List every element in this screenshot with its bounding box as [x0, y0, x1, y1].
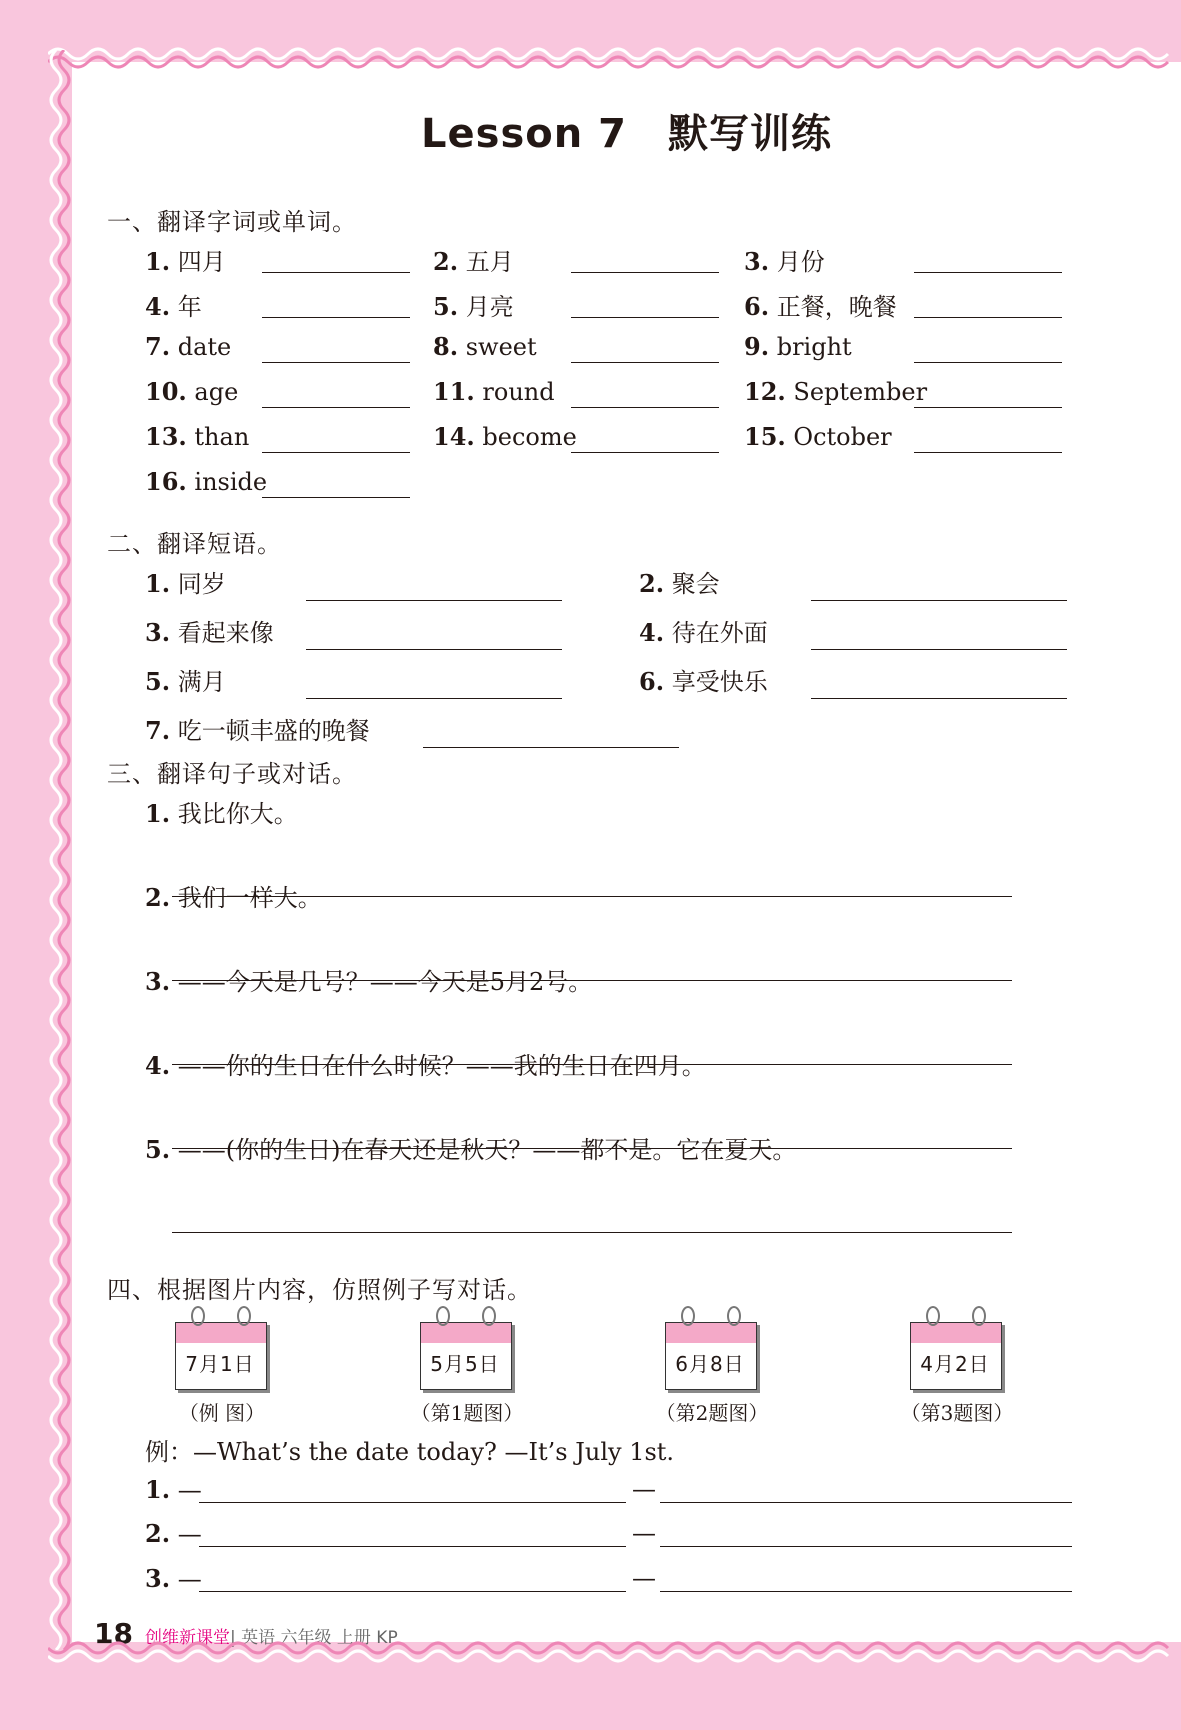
sentence-item: 4. ——你的生日在什么时候？——我的生日在四月。 [145, 1051, 706, 1080]
answer-blank[interactable] [914, 407, 1062, 408]
calendar-caption: （第3题图） [900, 1401, 1014, 1425]
phrase-item: 5. 满月 [145, 667, 226, 696]
calendar-q3 [910, 1312, 1002, 1390]
answer-blank[interactable] [262, 272, 410, 273]
phrase-item: 3. 看起来像 [145, 618, 274, 647]
word-item: 9. bright [744, 332, 852, 361]
brand-name: 创维新课堂 [144, 1628, 230, 1648]
page-number: 18 [94, 1617, 133, 1650]
calendar-ring-icon [482, 1306, 496, 1326]
answer-blank[interactable] [423, 747, 679, 748]
calendar-caption: （第2题图） [655, 1401, 769, 1425]
answer-blank[interactable] [811, 600, 1067, 601]
answer-blank[interactable] [306, 649, 562, 650]
word-item: 14. become [433, 422, 577, 451]
answer-blank[interactable] [262, 452, 410, 453]
dialogue-row-3: 3. — [145, 1564, 202, 1593]
calendar-ring-icon [436, 1306, 450, 1326]
answer-blank[interactable] [262, 362, 410, 363]
wavy-border-left [46, 50, 72, 1650]
word-item: 12. September [744, 377, 928, 406]
worksheet-page [72, 62, 1181, 1650]
calendar-date: 7月1日 [185, 1352, 255, 1376]
section-4-heading: 四、根据图片内容，仿照例子写对话。 [107, 1276, 532, 1304]
dialogue-dash: — [632, 1475, 656, 1503]
phrase-item: 2. 聚会 [639, 569, 720, 598]
calendar-q2 [665, 1312, 757, 1390]
dialogue-dash: — [632, 1519, 656, 1547]
calendar-ring-icon [681, 1306, 695, 1326]
calendar-date: 5月5日 [430, 1352, 500, 1376]
answer-blank[interactable] [571, 272, 719, 273]
calendar-ring-icon [727, 1306, 741, 1326]
sentence-item: 5. ——(你的生日)在春天还是秋天？——都不是。它在夏天。 [145, 1135, 797, 1164]
phrase-item: 4. 待在外面 [639, 618, 768, 647]
book-info: | 英语 六年级 上册 KP [229, 1628, 398, 1648]
calendar-date: 4月2日 [920, 1352, 990, 1376]
answer-blank[interactable] [571, 362, 719, 363]
dialogue-dash: — [632, 1564, 656, 1592]
calendar-ring-icon [237, 1306, 251, 1326]
word-item: 4. 年 [145, 292, 202, 321]
word-item: 3. 月份 [744, 247, 825, 276]
answer-blank[interactable] [914, 272, 1062, 273]
answer-line[interactable] [172, 1232, 1012, 1233]
answer-blank[interactable] [811, 649, 1067, 650]
word-item: 5. 月亮 [433, 292, 514, 321]
calendar-ring-icon [191, 1306, 205, 1326]
section-3-heading: 三、翻译句子或对话。 [107, 760, 357, 788]
calendar-date: 6月8日 [675, 1352, 745, 1376]
sentence-item: 2. 我们一样大。 [145, 883, 322, 912]
answer-line[interactable] [199, 1502, 626, 1503]
answer-blank[interactable] [262, 317, 410, 318]
answer-blank[interactable] [306, 600, 562, 601]
answer-blank[interactable] [571, 452, 719, 453]
calendar-ring-icon [926, 1306, 940, 1326]
example-dialogue: 例：—What’s the date today? —It’s July 1st. [145, 1438, 675, 1466]
phrase-item: 1. 同岁 [145, 569, 226, 598]
answer-blank[interactable] [571, 407, 719, 408]
answer-line[interactable] [660, 1502, 1072, 1503]
dialogue-row-2: 2. — [145, 1519, 202, 1548]
wavy-border-bottom [48, 1640, 1181, 1666]
answer-blank[interactable] [914, 452, 1062, 453]
word-item: 13. than [145, 422, 250, 451]
calendar-caption: （例 图） [178, 1401, 266, 1425]
answer-line[interactable] [660, 1591, 1072, 1592]
calendar-q1 [420, 1312, 512, 1390]
calendar-example [175, 1312, 267, 1390]
answer-line[interactable] [199, 1546, 626, 1547]
word-item: 15. October [744, 422, 892, 451]
word-item: 10. age [145, 377, 239, 406]
answer-blank[interactable] [306, 698, 562, 699]
answer-blank[interactable] [914, 317, 1062, 318]
calendar-ring-icon [972, 1306, 986, 1326]
dialogue-row-1: 1. — [145, 1475, 202, 1504]
word-item: 7. date [145, 332, 232, 361]
answer-blank[interactable] [571, 317, 719, 318]
sentence-item: 1. 我比你大。 [145, 799, 298, 828]
word-item: 2. 五月 [433, 247, 514, 276]
section-1-heading: 一、翻译字词或单词。 [107, 208, 357, 236]
answer-blank[interactable] [811, 698, 1067, 699]
answer-blank[interactable] [262, 497, 410, 498]
word-item: 8. sweet [433, 332, 537, 361]
word-item: 16. inside [145, 467, 268, 496]
answer-line[interactable] [660, 1546, 1072, 1547]
sentence-item: 3. ——今天是几号？——今天是5月2号。 [145, 967, 593, 996]
answer-blank[interactable] [262, 407, 410, 408]
page-title: Lesson 7 默写训练 [421, 111, 832, 157]
word-item: 6. 正餐，晚餐 [744, 292, 897, 321]
calendar-caption: （第1题图） [410, 1401, 524, 1425]
wavy-border-top [48, 44, 1181, 70]
phrase-item: 7. 吃一顿丰盛的晚餐 [145, 716, 370, 745]
section-2-heading: 二、翻译短语。 [107, 530, 282, 558]
word-item: 1. 四月 [145, 247, 226, 276]
word-item: 11. round [433, 377, 555, 406]
phrase-item: 6. 享受快乐 [639, 667, 768, 696]
answer-line[interactable] [199, 1591, 626, 1592]
answer-blank[interactable] [914, 362, 1062, 363]
